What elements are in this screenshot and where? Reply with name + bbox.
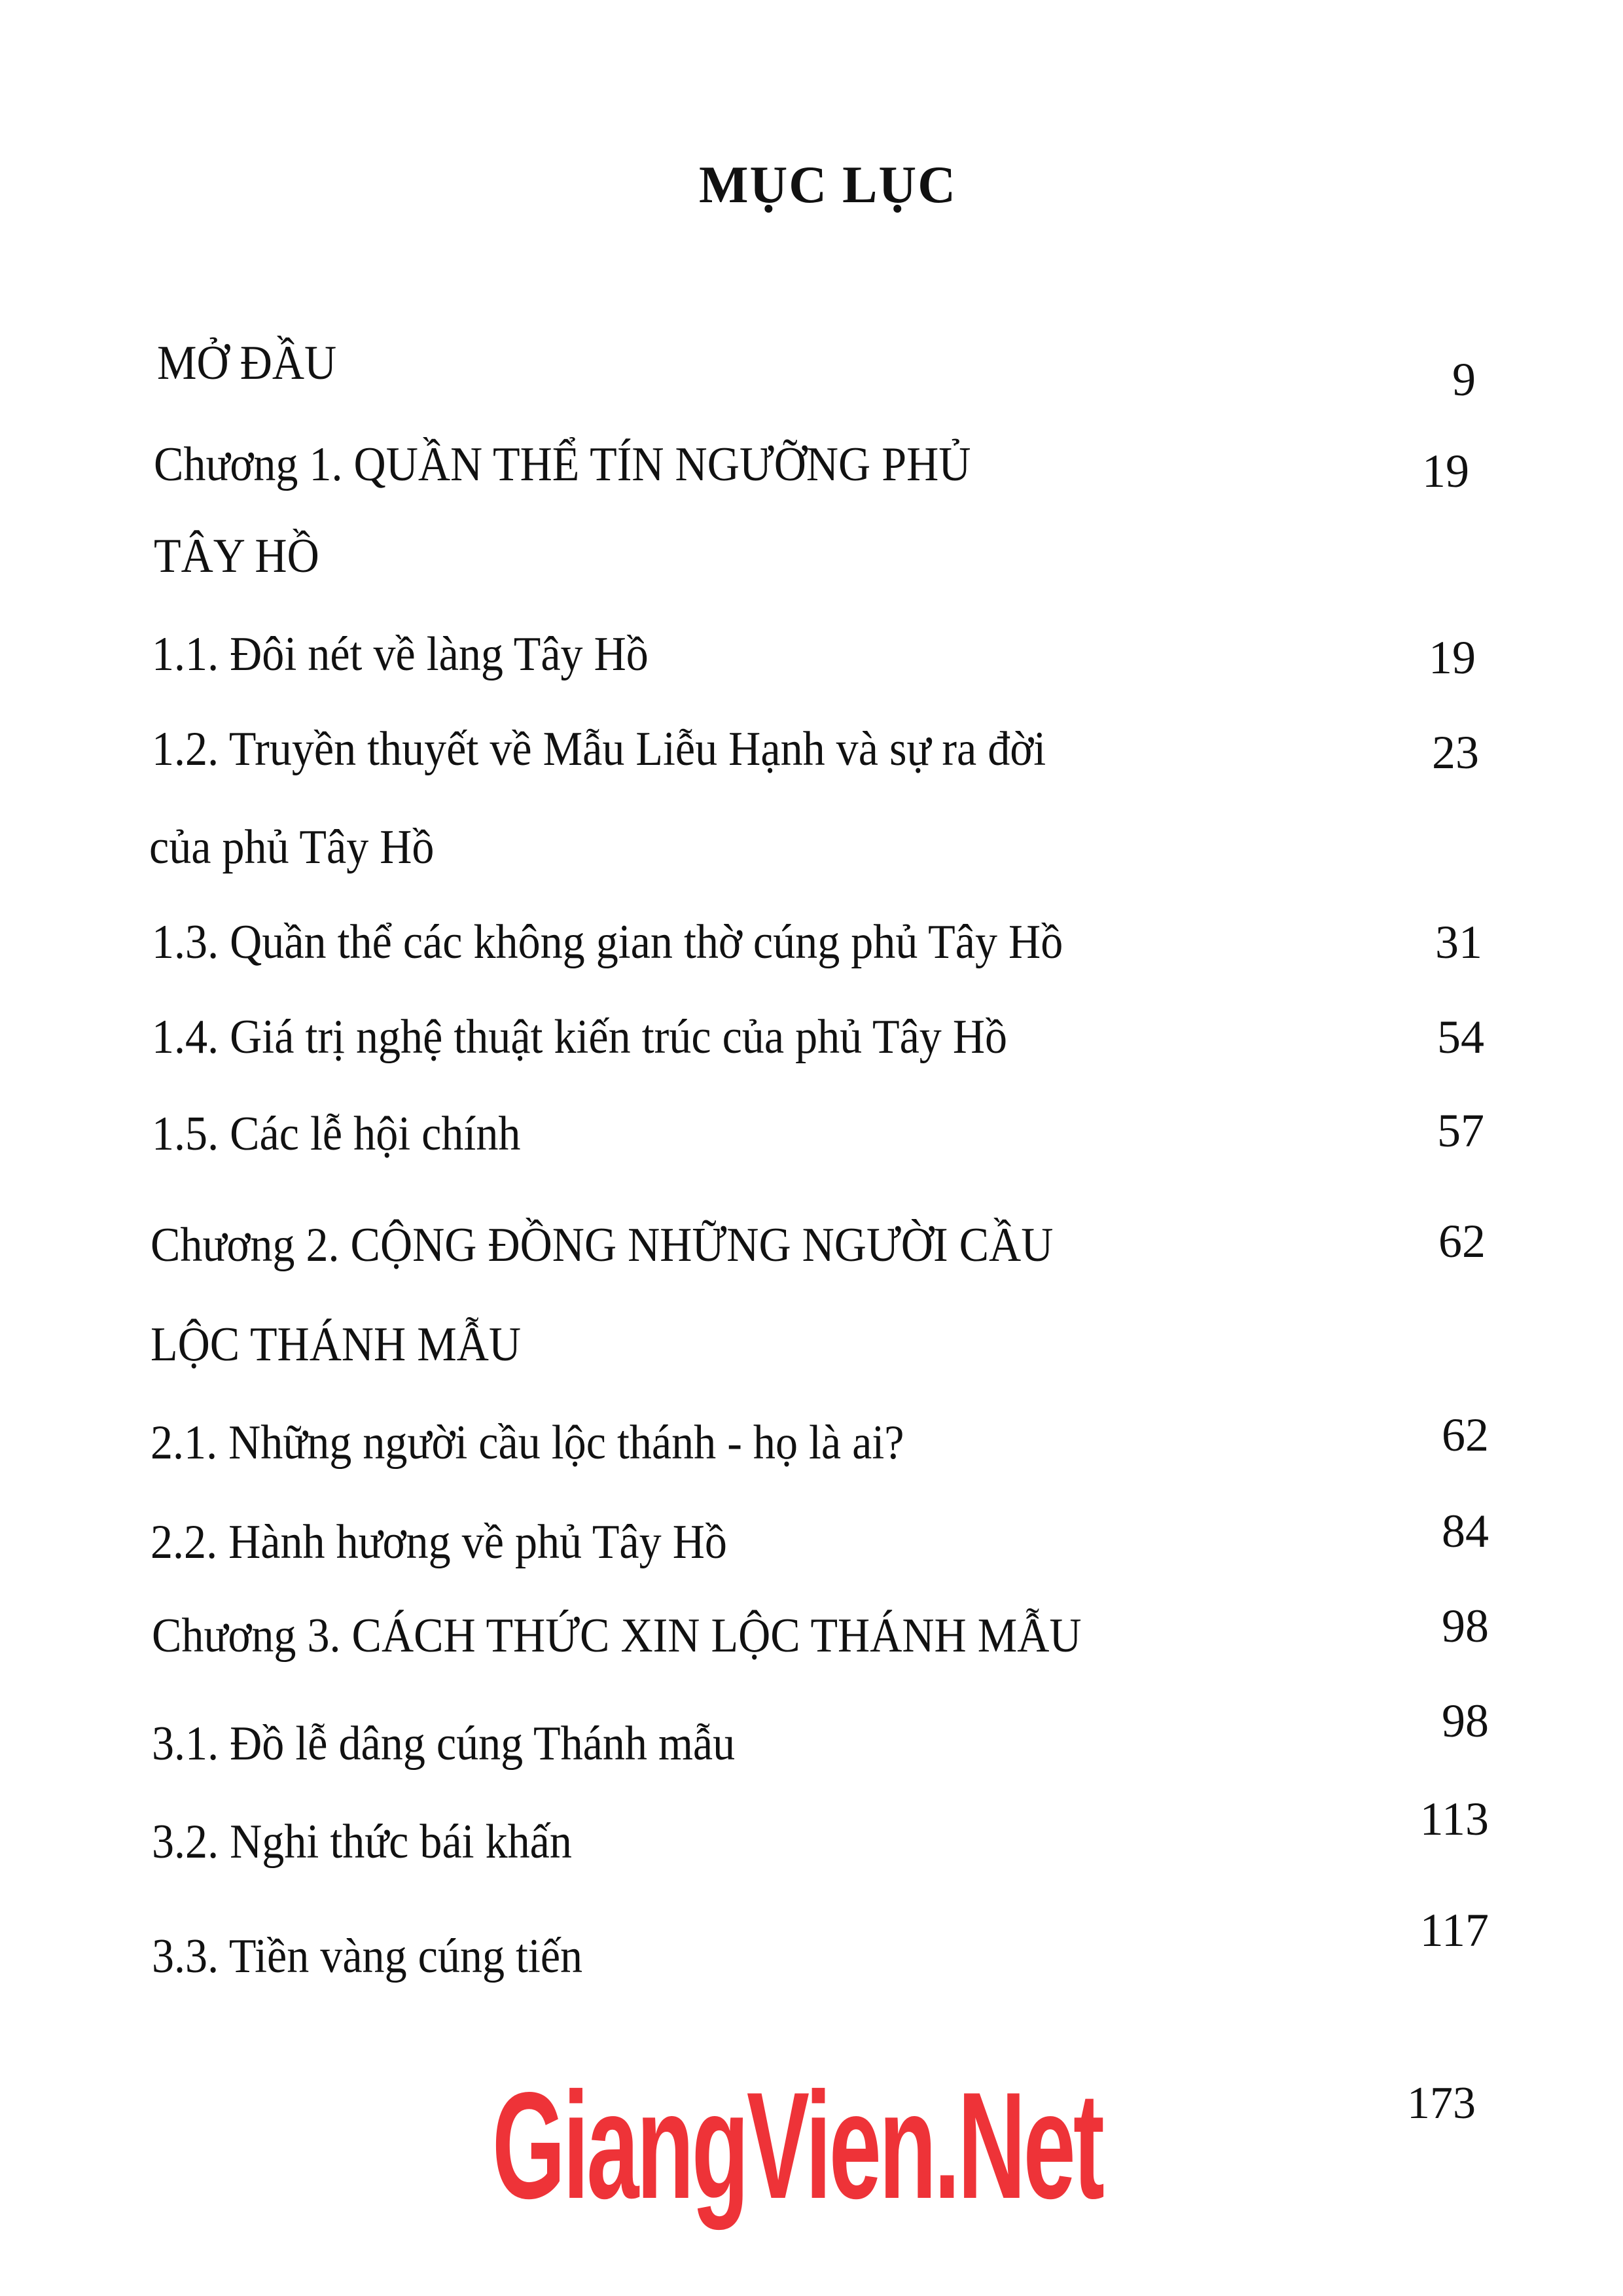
toc-page-number: 23 <box>1432 726 1479 779</box>
toc-page-number: 84 <box>1442 1505 1489 1557</box>
toc-entry-3-1: 3.1. Đồ lễ dâng cúng Thánh mẫu <box>152 1717 736 1771</box>
toc-page-number: 9 <box>1452 353 1476 406</box>
toc-entry-3-2: 3.2. Nghi thức bái khấn <box>152 1815 572 1869</box>
toc-entry-1-5: 1.5. Các lễ hội chính <box>152 1107 521 1161</box>
toc-entry-2-2: 2.2. Hành hương về phủ Tây Hồ <box>151 1515 727 1569</box>
toc-entry-2-1: 2.1. Những người cầu lộc thánh - họ là ai? <box>151 1416 904 1470</box>
toc-page-number: 117 <box>1419 1904 1489 1956</box>
toc-page-number: 98 <box>1442 1695 1489 1747</box>
toc-page-number: 19 <box>1429 631 1476 684</box>
toc-page-number: 62 <box>1442 1409 1489 1461</box>
watermark-logo: GiangVien.Net <box>492 2061 1103 2231</box>
toc-page-number: 57 <box>1437 1104 1484 1157</box>
toc-entry-1-2-continuation: của phủ Tây Hồ <box>149 821 435 874</box>
toc-page-number: 62 <box>1438 1215 1486 1267</box>
toc-page-number: 19 <box>1422 445 1469 497</box>
toc-page-number: 31 <box>1435 916 1482 968</box>
toc-entry-1-3: 1.3. Quần thể các không gian thờ cúng phủ Tây Hồ <box>152 915 1063 969</box>
toc-entry-chapter-2: Chương 2. CỘNG ĐỒNG NHỮNG NGƯỜI CẦU <box>151 1218 1054 1272</box>
toc-entry-chapter-3: Chương 3. CÁCH THỨC XIN LỘC THÁNH MẪU <box>152 1609 1082 1663</box>
page-title: MỤC LỤC <box>699 156 957 214</box>
toc-entry-chapter-2-continuation: LỘC THÁNH MẪU <box>151 1318 522 1371</box>
toc-entry-1-2: 1.2. Truyền thuyết về Mẫu Liễu Hạnh và sự ra đời <box>152 722 1046 776</box>
toc-entry-1-1: 1.1. Đôi nét về làng Tây Hồ <box>152 627 649 681</box>
toc-entry-chapter-1-continuation: TÂY HỒ <box>154 529 319 583</box>
toc-entry-chapter-1: Chương 1. QUẦN THỂ TÍN NGƯỠNG PHỦ <box>154 438 971 491</box>
toc-page-number: 54 <box>1437 1011 1484 1063</box>
toc-page-number: 113 <box>1419 1793 1489 1845</box>
toc-entry-1-4: 1.4. Giá trị nghệ thuật kiến trúc của phủ Tây Hồ <box>152 1010 1008 1064</box>
toc-entry-intro: MỞ ĐẦU <box>157 336 337 390</box>
toc-page-number: 98 <box>1442 1600 1489 1652</box>
page-number: 173 <box>1407 2078 1476 2128</box>
toc-entry-3-3: 3.3. Tiền vàng cúng tiến <box>152 1930 583 1983</box>
